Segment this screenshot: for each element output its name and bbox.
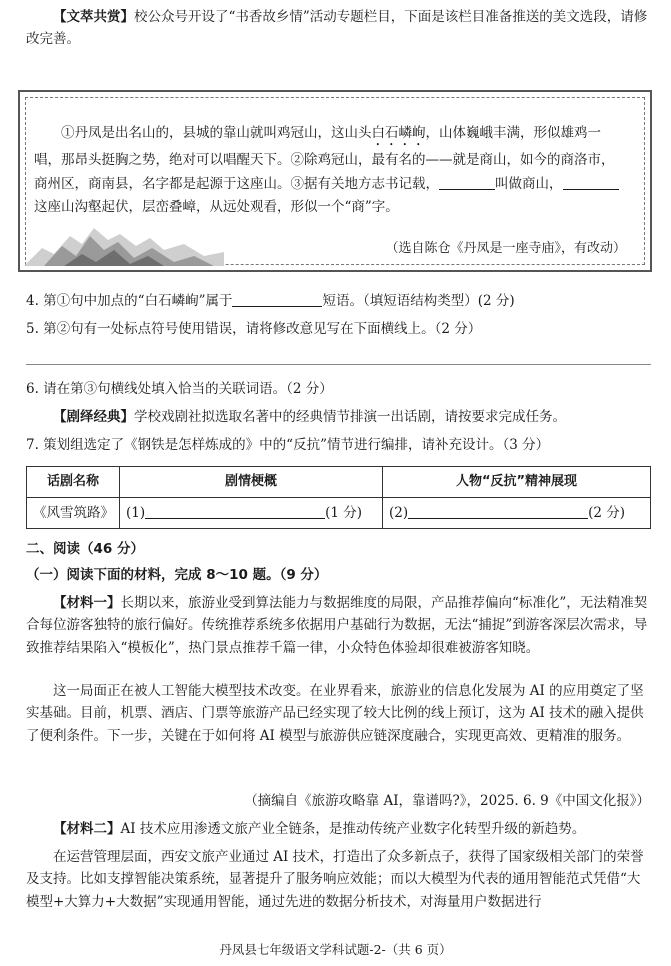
dotted-phrase: 白石嶙峋 bbox=[371, 125, 426, 141]
material-2-tag: 【材料二】 bbox=[53, 821, 121, 837]
material-2-text-1: AI 技术应用渗透文旅产业全链条，是推动传统产业数字化转型升级的新趋势。 bbox=[120, 821, 586, 837]
drama-tag: 【剧绎经典】 bbox=[53, 409, 134, 425]
page-footer: 丹凤县七年级语文学科试题-2-（共 6 页） bbox=[219, 942, 452, 957]
drama-text: 学校戏剧社拟选取名著中的经典情节排演一出话剧，请按要求完成任务。 bbox=[134, 409, 566, 425]
table-header-row bbox=[27, 467, 651, 498]
spirit-score: (2 分) bbox=[588, 504, 626, 521]
blank-line-2[interactable] bbox=[563, 175, 619, 190]
material-1-paragraph-1 bbox=[26, 592, 650, 659]
material-2-paragraph-1 bbox=[26, 818, 650, 840]
plot-prefix: (1) bbox=[126, 504, 146, 521]
question-7: 7. 策划组选定了《钢铁是怎样炼成的》中的“反抗”情节进行编排，请补充设计。（3 分） bbox=[26, 437, 550, 453]
question-4-text-b: 短语。（填短语结构类型）(2 分) bbox=[322, 293, 515, 309]
material-1-tag: 【材料一】 bbox=[53, 595, 121, 611]
table-cell-plot[interactable] bbox=[120, 498, 383, 529]
passage-box bbox=[18, 90, 652, 272]
table-header-spirit: 人物“反抗”精神展现 bbox=[383, 467, 651, 498]
passage-sentence-1a: ①丹凤是出名山的，县城的靠山就叫鸡冠山，这山头 bbox=[61, 125, 372, 141]
table-header-name: 话剧名称 bbox=[27, 467, 120, 498]
question-6: 6. 请在第③句横线处填入恰当的关联词语。（2 分） bbox=[26, 381, 333, 397]
part-1-title: （一）阅读下面的材料，完成 8～10 题。（9 分） bbox=[26, 567, 328, 583]
intro-paragraph bbox=[26, 6, 650, 51]
question-4 bbox=[26, 290, 650, 312]
question-4-blank[interactable] bbox=[232, 293, 322, 308]
section-2-title: 二、阅读（46 分） bbox=[26, 541, 144, 557]
question-4-text-a: 4. 第①句中加点的“白石嶙峋”属于 bbox=[26, 293, 233, 309]
answer-line-5[interactable] bbox=[26, 364, 651, 365]
question-5: 5. 第②句有一处标点符号使用错误，请将修改意见写在下面横线上。（2 分） bbox=[26, 321, 482, 337]
spirit-prefix: (2) bbox=[389, 504, 409, 521]
plot-blank[interactable] bbox=[145, 504, 325, 519]
table-row bbox=[27, 498, 651, 529]
plot-score: (1 分) bbox=[325, 504, 363, 521]
spirit-blank[interactable] bbox=[408, 504, 588, 519]
table-cell-spirit[interactable] bbox=[383, 498, 651, 529]
passage-sentence-3b: 这座山沟壑起伏，层峦叠嶂，从远处观看，形似一个“商”字。 bbox=[34, 199, 399, 216]
intro-tag: 【文萃共赏】 bbox=[53, 9, 134, 25]
intro-text: 校公众号开设了“书香故乡情”活动专题栏目，下面是该栏目准备推送的美文选段，请修改完善。 bbox=[26, 9, 648, 48]
table-header-plot: 剧情梗概 bbox=[120, 467, 383, 498]
blank-line-1[interactable] bbox=[439, 175, 495, 190]
drama-paragraph bbox=[26, 406, 650, 428]
material-1-paragraph-2: 这一局面正在被人工智能大模型技术改变。在业界看来，旅游业的信息化发展为 AI 的应用奠定了坚实基础。目前，机票、酒店、门票等旅游产品已经实现了较大比例的线上预订，这为 AI 技术的融入提供了便利条件。下一步，关键在于如何将 AI 模型与旅游供应链深度融合，实现更高效、更精准的服务。 bbox=[26, 683, 644, 744]
passage-text bbox=[34, 122, 624, 220]
passage-sentence-3a: 叫做商山， bbox=[495, 175, 563, 192]
table-cell-drama-name: 《风雪筑路》 bbox=[27, 498, 120, 529]
drama-design-table bbox=[26, 466, 651, 529]
material-1-text-1: 长期以来，旅游业受到算法能力与数据维度的局限，产品推荐偏向“标准化”，无法精准契合每位游客独特的旅行偏好。传统推荐系统多依据用户基础行为数据，无法“捕捉”到游客深层次需求，导致推荐结果陷入“模板化”，热门景点推荐千篇一律，小众特色体验却很难被游客知晓。 bbox=[26, 595, 648, 656]
passage-sentence-1b: ，山体巍峨丰满，形似雄鸡一唱，那昂头挺胸之势，绝对可以唱醒天下。②除鸡冠山，最有名的——就是商山，如今的商洛市，商州区，商南县，名字都是起源于这座山。③据有关地方志书记载， bbox=[34, 125, 615, 192]
material-2-paragraph-2: 在运营管理层面，西安文旅产业通过 AI 技术，打造出了众多新点子，获得了国家级相关部门的荣誉及支持。比如支撑智能决策系统，显著提升了服务响应效能；而以大模型为代表的通用智能范式凭借“大模型+大算力+大数据”实现通用智能，通过先进的数据分析技术，对海量用户数据进行 bbox=[26, 849, 644, 910]
passage-source: （选自陈仓《丹凤是一座寺庙》，有改动） bbox=[385, 241, 626, 256]
material-1-source: （摘编自《旅游攻略靠 AI，靠谱吗?》，2025. 6. 9《中国文化报》） bbox=[244, 793, 650, 809]
